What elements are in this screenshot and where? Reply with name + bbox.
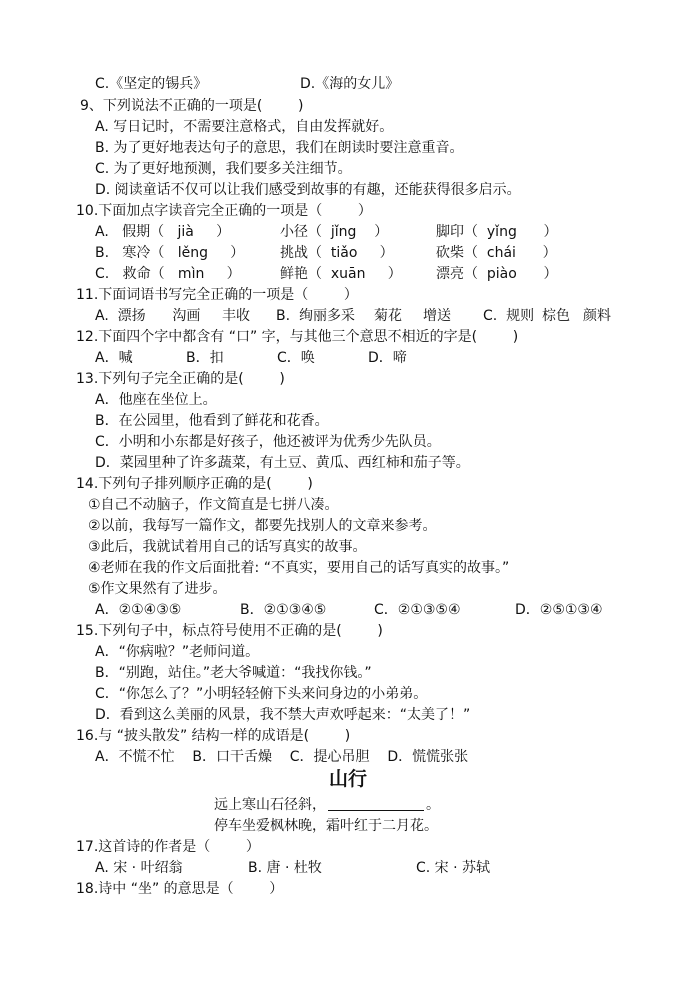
q13-option-a: A．他座在坐位上。	[95, 392, 217, 408]
q16-options: A．不慌不忙 B．口干舌燥 C．提心吊胆 D．慌慌张张	[95, 749, 469, 765]
q9-option-a: A. 写日记时，不需要注意格式，自由发挥就好。	[95, 119, 394, 135]
q15-option-d: D．看到这么美丽的风景，我不禁大声欢呼起来：“太美了！”	[95, 707, 471, 723]
q15-option-c: C．“你怎么了？”小明轻轻俯下头来问身边的小弟弟。	[95, 686, 428, 702]
q12-option-c: C．唤	[277, 350, 315, 366]
q10-a-3: 脚印（ yǐng ）	[436, 224, 558, 240]
q18-stem: 18.诗中 “坐” 的意思是（ ）	[76, 881, 284, 897]
q14-option-c: C．②①③⑤④	[374, 602, 461, 618]
q12-option-d: D．啼	[368, 350, 407, 366]
q11-option-c-word3: 颜料	[583, 308, 611, 324]
q12-stem: 12.下面四个字中都含有 “口” 字，与其他三个意思不相近的字是( )	[76, 329, 519, 345]
q10-c-2: 鲜艳（ xuān ）	[280, 266, 402, 282]
q9-option-d: D. 阅读童话不仅可以让我们感受到故事的有趣，还能获得很多启示。	[95, 182, 521, 198]
q13-option-c: C．小明和小东都是好孩子，他还被评为优秀少先队员。	[95, 434, 441, 450]
poem-blank	[328, 796, 424, 811]
q14-sentence-2: ②以前，我每写一篇作文，都要先找别人的文章来参考。	[88, 518, 437, 534]
q9-stem: 9、下列说法不正确的一项是( )	[80, 98, 304, 114]
q13-option-d: D．菜园里种了许多蔬菜，有土豆、黄瓜、西红柿和茄子等。	[95, 455, 470, 471]
q10-a-1: A. 假期（ jià ）	[95, 224, 231, 240]
poem-title: 山行	[328, 768, 367, 790]
q14-option-a: A．②①④③⑤	[95, 602, 182, 618]
q17-stem: 17.这首诗的作者是（ ）	[76, 839, 260, 855]
q11-option-c: C. 规则	[483, 308, 535, 324]
q8-option-d: D.《海的女儿》	[300, 76, 400, 92]
q14-option-b: B．②①③④⑤	[240, 602, 327, 618]
q14-option-d: D．②⑤①③④	[515, 602, 603, 618]
q10-a-2: 小径（ jǐng ）	[280, 224, 389, 240]
q11-stem: 11.下面词语书写完全正确的一项是（ ）	[76, 287, 358, 303]
q14-sentence-5: ⑤作文果然有了进步。	[88, 581, 227, 597]
poem-line-1	[214, 795, 440, 815]
q11-option-b-word3: 增送	[423, 308, 451, 324]
q16-stem: 16.与 “披头散发” 结构一样的成语是( )	[76, 728, 351, 744]
q12-option-a: A．喊	[95, 350, 133, 366]
q11-option-a: A. 漂扬 沟画	[95, 308, 201, 324]
poem-line-2: 停车坐爱枫林晚，霜叶红于二月花。	[214, 818, 438, 834]
q10-c-3: 漂亮（ piào ）	[436, 266, 558, 282]
q17-option-a: A. 宋 · 叶绍翁	[95, 860, 183, 876]
q15-option-a: A．“你病啦？”老师问道。	[95, 644, 260, 660]
q10-b-2: 挑战（ tiǎo ）	[280, 245, 394, 261]
q9-option-c: C. 为了更好地预测，我们要多关注细节。	[95, 161, 352, 177]
q8-option-c: C.《坚定的锡兵》	[95, 76, 208, 92]
q12-option-b: B．扣	[186, 350, 224, 366]
q15-stem: 15.下列句子中，标点符号使用不正确的是( )	[76, 623, 383, 639]
q14-sentence-3: ③此后，我就试着用自己的话写真实的故事。	[88, 539, 367, 555]
q11-option-c-word2: 棕色	[542, 308, 570, 324]
q10-b-1: B. 寒冷（ lěng ）	[95, 245, 245, 261]
q17-option-b: B. 唐 · 杜牧	[248, 860, 322, 876]
q10-b-3: 砍柴（ chái ）	[436, 245, 557, 261]
q10-stem: 10.下面加点字读音完全正确的一项是（ ）	[76, 203, 372, 219]
q11-option-b-word2: 菊花	[374, 308, 402, 324]
q13-option-b: B．在公园里，他看到了鲜花和花香。	[95, 413, 329, 429]
q14-sentence-1: ①自己不动脑子，作文简直是七拼八凑。	[88, 497, 339, 513]
q11-option-a-word: 丰收	[222, 308, 250, 324]
poem-line-1-end: 。	[426, 797, 440, 813]
q9-option-b: B. 为了更好地表达句子的意思，我们在朗读时要注意重音。	[95, 140, 464, 156]
q10-c-1: C. 救命（ mìn ）	[95, 266, 241, 282]
q14-sentence-4: ④老师在我的作文后面批着: “不真实，要用自己的话写真实的故事。”	[88, 560, 510, 576]
q17-option-c: C. 宋 · 苏轼	[416, 860, 491, 876]
q15-option-b: B．“别跑，站住。”老大爷喊道：“我找你钱。”	[95, 665, 372, 681]
q11-option-b: B. 绚丽多采	[276, 308, 355, 324]
q14-stem: 14.下列句子排列顺序正确的是( )	[76, 476, 313, 492]
q13-stem: 13.下列句子完全正确的是( )	[76, 371, 285, 387]
poem-line-1-text: 远上寒山石径斜，	[214, 797, 326, 813]
